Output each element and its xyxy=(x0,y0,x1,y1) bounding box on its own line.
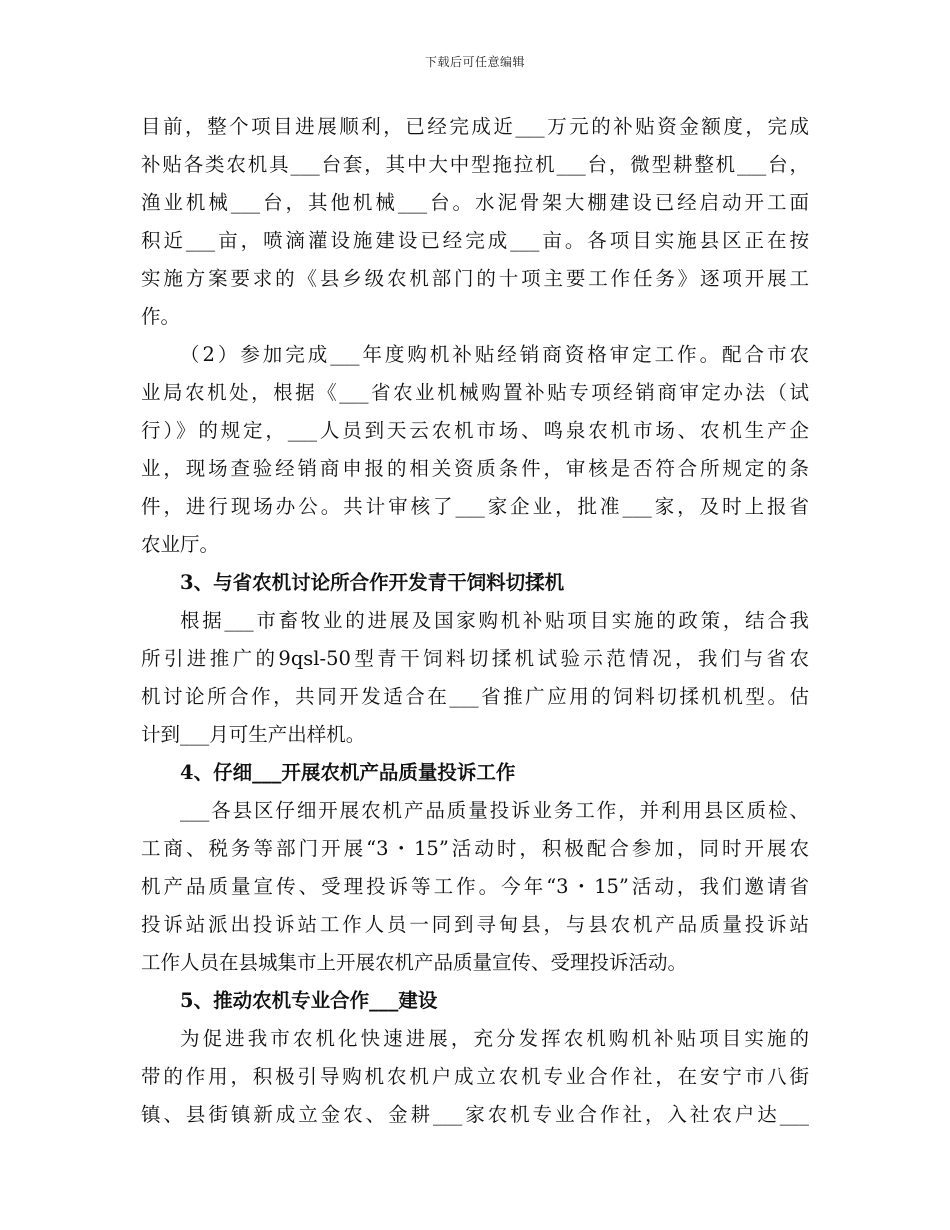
document-body xyxy=(141,108,809,1134)
paragraph-start-line: （2）参加完成___年度购机补贴经销商资格审定工作。配合市农 xyxy=(180,343,809,366)
text-line: 实施方案要求的《县乡级农机部门的十项主要工作任务》逐项开展工 xyxy=(141,267,809,290)
text-line: 带的作用，积极引导购机农机户成立农机专业合作社，在安宁市八街 xyxy=(141,1065,809,1088)
text-line: 计到___月可生产出样机。 xyxy=(141,723,366,746)
text-line: 机产品质量宣传、受理投诉等工作。今年“3・15”活动，我们邀请省 xyxy=(141,875,809,898)
text-line: 业，现场查验经销商申报的相关资质条件，审核是否符合所规定的条 xyxy=(141,457,809,480)
text-line: 补贴各类农机具___台套，其中大中型拖拉机___台，微型耕整机___台， xyxy=(141,153,809,176)
text-line: 渔业机械___台，其他机械___台。水泥骨架大棚建设已经启动开工面 xyxy=(141,191,809,214)
text-line: 积近___亩，喷滴灌设施建设已经完成___亩。各项目实施县区正在按 xyxy=(141,229,809,252)
section-heading-5: 5、推动农机专业合作___建设 xyxy=(180,989,438,1012)
text-line: 投诉站派出投诉站工作人员一同到寻甸县，与县农机产品质量投诉站 xyxy=(141,913,809,936)
text-line: 所引进推广的9qsl-50型青干饲料切揉机试验示范情况，我们与省农 xyxy=(141,647,809,670)
text-line: 工商、税务等部门开展“3・15”活动时，积极配合参加，同时开展农 xyxy=(141,837,809,860)
paragraph-start-line: 为促进我市农机化快速进展，充分发挥农机购机补贴项目实施的 xyxy=(180,1027,809,1050)
text-line: 工作人员在县城集市上开展农机产品质量宣传、受理投诉活动。 xyxy=(141,951,688,974)
text-line: 业局农机处，根据《___省农业机械购置补贴专项经销商审定办法（试 xyxy=(141,381,809,404)
text-line: 机讨论所合作，共同开发适合在___省推广应用的饲料切揉机机型。估 xyxy=(141,685,809,708)
section-heading-4: 4、仔细___开展农机产品质量投诉工作 xyxy=(180,761,516,784)
section-heading-3: 3、与省农机讨论所合作开发青干饲料切揉机 xyxy=(180,571,565,594)
text-line: 镇、县街镇新成立金农、金耕___家农机专业合作社，入社农户达___ xyxy=(141,1103,809,1126)
text-line: 作。 xyxy=(141,305,181,328)
text-line: 目前，整个项目进展顺利，已经完成近___万元的补贴资金额度，完成 xyxy=(141,115,809,138)
page-header-note: 下载后可任意编辑 xyxy=(424,55,525,69)
paragraph-start-line: 根据___市畜牧业的进展及国家购机补贴项目实施的政策，结合我 xyxy=(180,609,809,632)
paragraph-start-line: ___各县区仔细开展农机产品质量投诉业务工作，并利用县区质检、 xyxy=(180,799,809,822)
text-line: 件，进行现场办公。共计审核了___家企业，批准___家，及时上报省 xyxy=(141,495,809,518)
text-line: 行）》的规定，___人员到天云农机市场、鸣泉农机市场、农机生产企 xyxy=(141,419,809,442)
text-line: 农业厅。 xyxy=(141,533,220,556)
